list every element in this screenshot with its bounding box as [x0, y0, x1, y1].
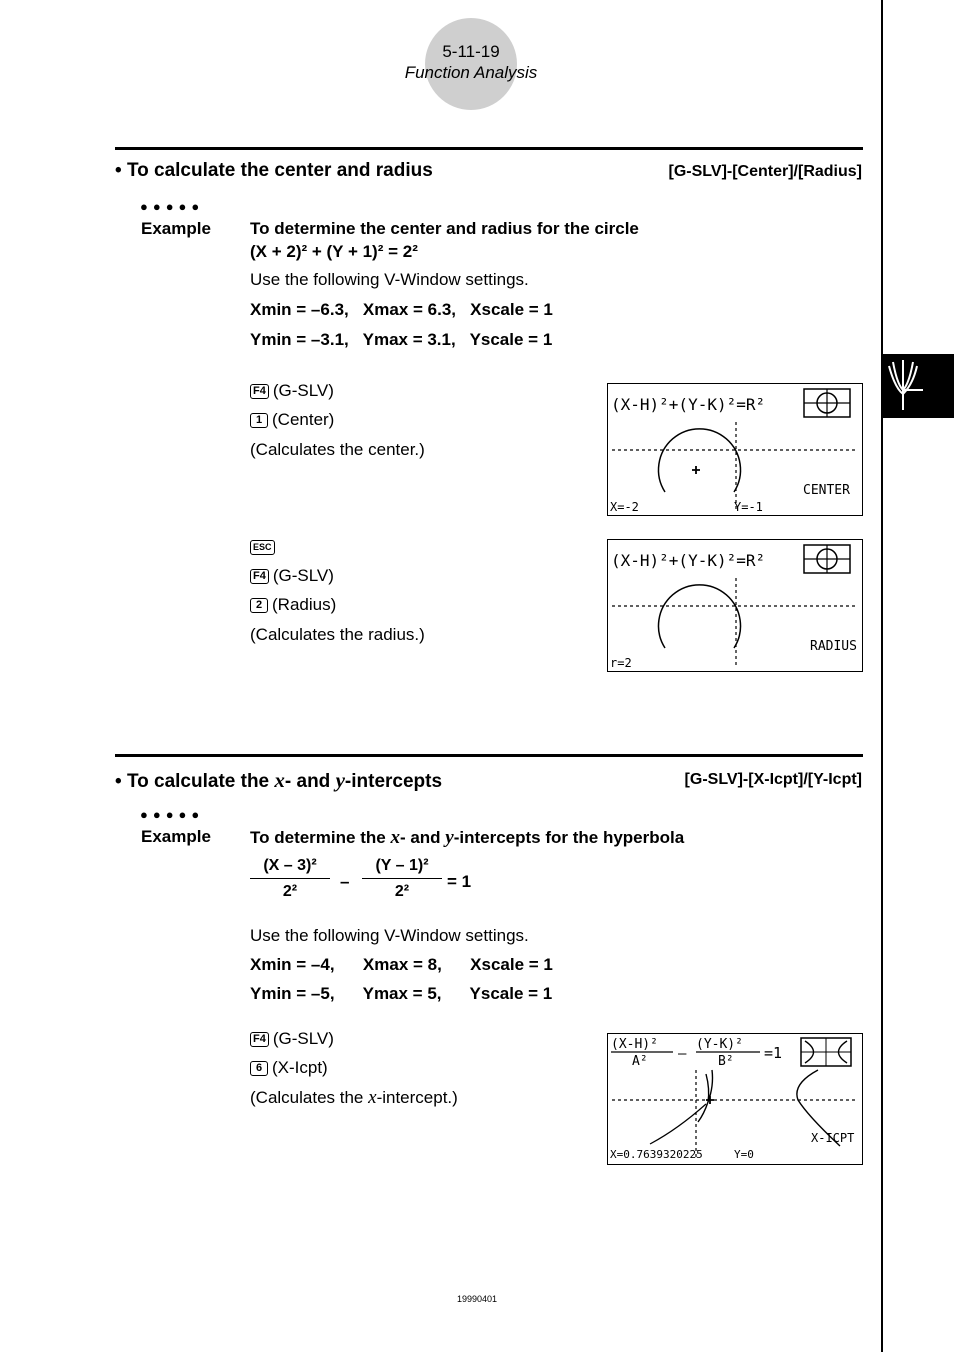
example-dots: ●●●●●	[140, 199, 205, 214]
step-note: (Calculates the radius.)	[250, 625, 425, 644]
margin-line	[881, 0, 883, 1352]
step-text: (G-SLV)	[272, 566, 334, 585]
title-x: x	[390, 827, 400, 848]
settings-y: Ymin = –3.1, Ymax = 3.1, Yscale = 1	[250, 330, 553, 349]
circle-equation: (X + 2)² + (Y + 1)² = 2²	[250, 242, 418, 261]
heading-text: To calculate the center and radius	[126, 160, 433, 181]
settings-intro: Use the following V-Window settings.	[250, 270, 529, 289]
calculator-screen-xicpt	[607, 1033, 863, 1165]
calculator-screen-center	[607, 383, 863, 516]
command-path: [G-SLV]-[Center]/[Radius]	[668, 163, 862, 180]
screen-formula: (X-H)²+(Y-K)²=R²	[611, 551, 766, 570]
screen-x-value: X=-2	[610, 500, 639, 514]
cursor-icon	[692, 466, 700, 474]
example-label: Example	[141, 219, 211, 238]
key-6[interactable]: 6	[250, 1061, 268, 1076]
example-dots: ●●●●●	[140, 807, 205, 822]
fraction-denominator: 2²	[282, 883, 298, 900]
esc-key[interactable]: ESC	[250, 540, 275, 555]
circle-graph	[659, 429, 741, 492]
section-rule	[115, 147, 863, 150]
bullet: •	[115, 771, 122, 792]
section-title: Function Analysis	[404, 63, 538, 82]
step-text: (X-Icpt)	[272, 1058, 328, 1077]
command-path: [G-SLV]-[X-Icpt]/[Y-Icpt]	[684, 771, 862, 788]
screen-y-value: Y=-1	[734, 500, 763, 514]
step-note	[250, 1087, 458, 1109]
note-text: (Calculates the	[250, 1088, 369, 1107]
heading-text: - and	[284, 771, 336, 792]
title-text: To determine the	[250, 828, 391, 847]
fraction-numerator: (Y – 1)²	[375, 857, 429, 874]
key-1[interactable]: 1	[250, 413, 268, 428]
example-title	[250, 827, 684, 849]
f4-key[interactable]: F4	[250, 1032, 269, 1047]
step-text: (G-SLV)	[272, 1029, 334, 1048]
screen-den2: B²	[718, 1054, 734, 1069]
example-label: Example	[141, 827, 211, 846]
settings-intro: Use the following V-Window settings.	[250, 926, 529, 945]
screen-num2: (Y-K)²	[696, 1037, 743, 1052]
screen-num1: (X-H)²	[611, 1037, 658, 1052]
screen-r-value: r=2	[610, 656, 632, 670]
settings-x: Xmin = –4, Xmax = 8, Xscale = 1	[250, 955, 553, 974]
page-number: 5-11-19	[442, 42, 500, 61]
f4-key[interactable]: F4	[250, 569, 269, 584]
screen-label: X-ICPT	[811, 1131, 855, 1145]
step-line	[250, 595, 336, 615]
step-line	[250, 1029, 334, 1049]
section-heading	[115, 160, 433, 182]
settings-y: Ymin = –5, Ymax = 5, Yscale = 1	[250, 984, 553, 1003]
fraction-2	[362, 857, 442, 901]
step-text: (G-SLV)	[272, 381, 334, 400]
fraction-numerator: (X – 3)²	[263, 857, 317, 874]
step-note: (Calculates the center.)	[250, 440, 425, 459]
title-text: -intercepts for the hyperbola	[453, 828, 685, 847]
screen-equals: =1	[764, 1044, 783, 1062]
asymptote-left	[650, 1104, 706, 1144]
note-x: x	[368, 1087, 377, 1108]
circle-graph	[659, 585, 741, 648]
fraction-denominator: 2²	[394, 883, 410, 900]
example-title: To determine the center and radius for the circle	[250, 219, 639, 238]
section-rule	[115, 754, 863, 757]
f4-key[interactable]: F4	[250, 384, 269, 399]
screen-x-value: X=0.7639320225	[610, 1148, 703, 1161]
step-text: (Radius)	[272, 595, 337, 614]
step-line	[250, 537, 279, 557]
title-text: - and	[399, 828, 446, 847]
heading-text: -intercepts	[344, 771, 443, 792]
screen-minus: –	[678, 1046, 687, 1062]
chapter-tab	[883, 354, 954, 418]
heading-x: x	[274, 768, 285, 792]
title-y: y	[445, 827, 454, 848]
bullet: •	[115, 160, 122, 181]
graph-mode-icon	[883, 354, 954, 418]
minus-sign: –	[340, 872, 350, 891]
footer-code: 19990401	[456, 1294, 498, 1304]
calculator-screen-radius	[607, 539, 863, 672]
step-line	[250, 381, 334, 401]
screen-formula: (X-H)²+(Y-K)²=R²	[611, 395, 766, 414]
key-2[interactable]: 2	[250, 598, 268, 613]
step-line	[250, 410, 334, 430]
settings-x: Xmin = –6.3, Xmax = 6.3, Xscale = 1	[250, 300, 553, 319]
fraction-1	[250, 857, 330, 901]
note-text: -intercept.)	[376, 1088, 458, 1107]
step-line	[250, 1058, 328, 1078]
equals-one: = 1	[447, 872, 472, 891]
screen-label: RADIUS	[810, 639, 857, 654]
step-text: (Center)	[272, 410, 335, 429]
section-heading	[115, 768, 442, 793]
screen-label: CENTER	[803, 483, 850, 498]
step-line	[250, 566, 334, 586]
screen-den1: A²	[632, 1054, 648, 1069]
heading-text: To calculate the	[126, 771, 275, 792]
screen-y-value: Y=0	[734, 1148, 754, 1161]
heading-y: y	[335, 768, 345, 792]
